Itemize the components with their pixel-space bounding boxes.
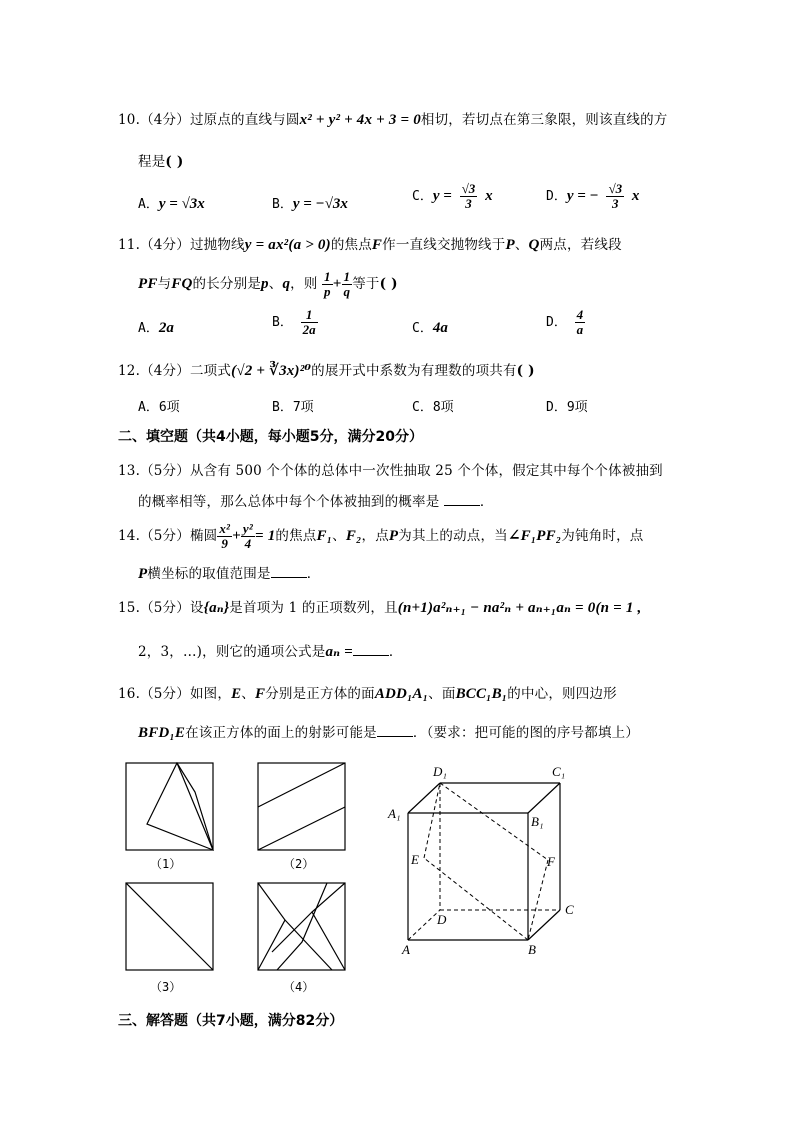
q11-line1	[118, 233, 622, 254]
q14-mid3: 为其上的动点，当	[398, 528, 508, 544]
q11-mid2: 作一直线交抛物线于	[382, 237, 506, 253]
q16-face1: ADD₁A₁	[374, 686, 429, 702]
q11-mid: 的焦点	[330, 237, 372, 253]
q10-option-a-math: y = √3x	[158, 196, 205, 212]
q10-option-c-suffix: x	[485, 188, 493, 204]
q10-answer-paren: ( )	[165, 154, 184, 170]
q10-option-d-frac	[606, 182, 624, 211]
q11-option-b-label: B．	[272, 315, 293, 330]
q14-mid2: ，点	[361, 528, 389, 544]
q11-frac2	[342, 270, 353, 299]
figure-1-caption: （1）	[150, 857, 182, 871]
q10-option-d-suffix: x	[631, 188, 640, 204]
q14-line1	[118, 522, 644, 551]
q14-frac2-num: y²	[242, 521, 253, 536]
q10-option-a-label: A．	[138, 197, 159, 212]
q10-option-c-num: √3	[461, 181, 476, 196]
cube-label-d1: D₁	[433, 764, 447, 779]
q11-frac1	[322, 270, 333, 299]
q11-f: F	[371, 237, 383, 253]
q10-line2-text: 程是	[138, 154, 166, 170]
q12-option-b: B．7项	[272, 400, 314, 415]
q12-answer-paren: ( )	[516, 363, 535, 379]
q16-prefix: 16.（5分）如图，	[118, 686, 232, 702]
q16-mid: 分别是正方体的面	[265, 686, 375, 702]
q11-parabola: y = ax²(a > 0)	[244, 237, 331, 253]
q12-option-c: C．8项	[412, 400, 454, 415]
q10-option-c	[412, 182, 493, 211]
cube-label-c: C	[565, 902, 574, 917]
q11-then: ，则	[290, 276, 318, 292]
q10-option-d	[546, 182, 639, 211]
q14-angle: ∠F₁PF₂	[507, 528, 562, 544]
cube-label-d: D	[437, 912, 447, 927]
q11-sep1: 、	[514, 237, 529, 253]
q15-end: ．	[388, 644, 403, 660]
q10-option-c-den: 3	[465, 196, 472, 211]
q14-frac2-den: 4	[244, 536, 252, 551]
q10-option-d-num: √3	[608, 181, 623, 196]
q12-option-a: A．6项	[138, 400, 180, 415]
q11-option-d	[546, 308, 585, 337]
cube-label-b: B	[528, 942, 536, 957]
cube-label-a1: A₁	[388, 806, 401, 821]
q14-f2: F₂	[345, 528, 362, 544]
q14-sep: 、	[332, 528, 346, 544]
q11-frac2-num: 1	[343, 269, 351, 284]
cube-label-f: F	[547, 854, 555, 869]
q11-option-a	[138, 317, 174, 337]
q10-circle-equation: x² + y² + 4x + 3 = 0	[299, 112, 421, 128]
q10-suffix: 相切，若切点在第三象限，则该直线的方	[420, 112, 668, 128]
cube-figure	[385, 758, 595, 963]
q15-seq: {aₙ}	[203, 600, 230, 616]
q11-equals: 等于	[352, 276, 380, 292]
q16-line1	[118, 682, 617, 703]
q12-prefix: 12.（4分）二项式	[118, 363, 232, 379]
section-fill-in-blank: 二、填空题（共4小题，每小题5分，满分20分）	[118, 429, 423, 445]
q11-plus: +	[332, 276, 342, 292]
q13-end: ．	[479, 494, 494, 510]
q13-line2	[138, 490, 494, 510]
q15-an: aₙ =	[325, 644, 353, 660]
figure-1	[125, 762, 215, 852]
cube-label-c1: C₁	[552, 764, 566, 779]
figure-2-caption: （2）	[283, 857, 315, 871]
q16-suffix: 的中心，则四边形	[507, 686, 617, 702]
q11-p-point: P	[505, 237, 515, 253]
q10-option-d-den: 3	[612, 196, 619, 211]
q12-suffix: 的展开式中系数为有理数的项共有	[311, 363, 517, 379]
q10-option-b-label: B．	[272, 197, 293, 212]
q14-line2	[138, 562, 320, 583]
q10-option-c-prefix: y =	[432, 188, 452, 204]
q11-q: q	[282, 276, 291, 292]
figure-4	[257, 882, 347, 972]
q12-option-d: D．9项	[546, 400, 588, 415]
q14-answer-blank[interactable]	[271, 567, 307, 578]
q11-option-d-label: D．	[546, 315, 567, 330]
q11-frac2-den: q	[343, 284, 351, 299]
q12-binomial: (√2 + ∛3x)²⁰	[231, 363, 312, 379]
q10-option-c-frac	[460, 182, 478, 211]
q13-line1: 13.（5分）从含有 500 个个体的总体中一次性抽取 25 个个体，假定其中每个个体被抽到	[118, 463, 663, 479]
q14-suffix: 为钝角时，点	[561, 528, 644, 544]
q14-end: ．	[306, 566, 321, 582]
q16-face2: BCC₁B₁	[455, 686, 508, 702]
q14-p: P	[388, 528, 399, 544]
q14-eq: = 1	[255, 528, 276, 544]
q11-option-c-label: C．	[412, 321, 433, 336]
q14-frac1-den: 9	[221, 536, 229, 551]
q10-prefix: 10.（4分）过原点的直线与圆	[118, 112, 300, 128]
q10-option-c-label: C．	[412, 189, 433, 204]
q11-q-point: Q	[528, 237, 540, 253]
q16-end: ．（要求：把可能的图的序号都填上）	[412, 725, 640, 741]
q10-option-b-math: y = −√3x	[292, 196, 348, 212]
q11-answer-paren: ( )	[379, 276, 398, 292]
q14-frac1-num: x²	[219, 521, 231, 536]
q14-mid: 的焦点	[275, 528, 317, 544]
q11-frac1-den: p	[324, 284, 331, 299]
q11-with: 与	[157, 276, 172, 292]
q10-option-d-prefix: y = −	[566, 188, 599, 204]
q16-line2-text: 在该正方体的面上的射影可能是	[185, 725, 377, 741]
q14-f1: F₁	[316, 528, 333, 544]
q16-line2	[138, 721, 639, 742]
q14-line2-p: P	[138, 566, 148, 582]
figure-3-caption: （3）	[150, 980, 182, 994]
q11-sep2: 、	[268, 276, 283, 292]
q11-option-d-den: a	[576, 322, 584, 337]
q11-frac1-num: 1	[324, 269, 331, 284]
q11-option-d-frac	[575, 308, 586, 337]
q12-line	[118, 359, 535, 380]
q11-pf: PF	[138, 276, 158, 292]
q16-mid2: 、面	[428, 686, 456, 702]
q10-line2	[138, 150, 183, 170]
q11-option-b-num: 1	[301, 308, 318, 323]
figure-3	[125, 882, 215, 972]
q11-p: p	[261, 276, 269, 292]
q11-len-text: 的长分别是	[192, 276, 262, 292]
q16-answer-blank[interactable]	[377, 726, 413, 737]
q11-option-c	[412, 317, 448, 337]
q15-line2-text: 2，3，…)，则它的通项公式是	[138, 644, 326, 660]
q15-line2	[138, 640, 403, 661]
q14-line2-text: 横坐标的取值范围是	[147, 566, 271, 582]
cube-label-b1: B₁	[531, 814, 544, 829]
q15-prefix: 15.（5分）设	[118, 600, 204, 616]
q16-quad: BFD₁E	[138, 725, 186, 741]
q11-line2	[138, 270, 398, 299]
q11-option-a-label: A．	[138, 321, 159, 336]
q11-option-d-num: 4	[576, 307, 584, 322]
q14-frac2	[241, 522, 255, 551]
q10-option-a	[138, 193, 205, 213]
q11-fq: FQ	[171, 276, 193, 292]
section-solutions: 三、解答题（共7小题，满分82分）	[118, 1013, 344, 1029]
q10-line1	[118, 108, 668, 129]
cube-label-a: A	[402, 942, 410, 957]
q15-line1	[118, 596, 641, 617]
figure-2	[257, 762, 347, 852]
q15-equation: (n+1)a²ₙ₊₁ − na²ₙ + aₙ₊₁aₙ = 0(n = 1 ,	[397, 600, 642, 616]
q14-frac1	[217, 522, 232, 551]
q13-answer-blank[interactable]	[444, 495, 480, 506]
q11-suffix: 两点，若线段	[539, 237, 622, 253]
q11-option-b-frac	[301, 308, 318, 337]
q11-prefix: 11.（4分）过抛物线	[118, 237, 245, 253]
q11-option-a-math: 2a	[158, 320, 174, 336]
q16-sep: 、	[241, 686, 255, 702]
q11-option-b-den: 2a	[302, 322, 316, 337]
cube-label-e: E	[411, 852, 419, 867]
q11-option-c-math: 4a	[432, 320, 448, 336]
q14-prefix: 14.（5分）椭圆	[118, 528, 218, 544]
q15-answer-blank[interactable]	[353, 645, 389, 656]
q13-line2-text: 的概率相等，那么总体中每个个体被抽到的概率是	[138, 494, 440, 510]
q15-mid: 是首项为 1 的正项数列，且	[229, 600, 398, 616]
figure-4-caption: （4）	[283, 980, 315, 994]
q10-option-b	[272, 193, 348, 213]
q14-plus: +	[232, 528, 241, 544]
q11-option-b	[272, 308, 318, 337]
q10-option-d-label: D．	[546, 189, 567, 204]
q16-f: F	[254, 686, 266, 702]
q16-e: E	[231, 686, 242, 702]
